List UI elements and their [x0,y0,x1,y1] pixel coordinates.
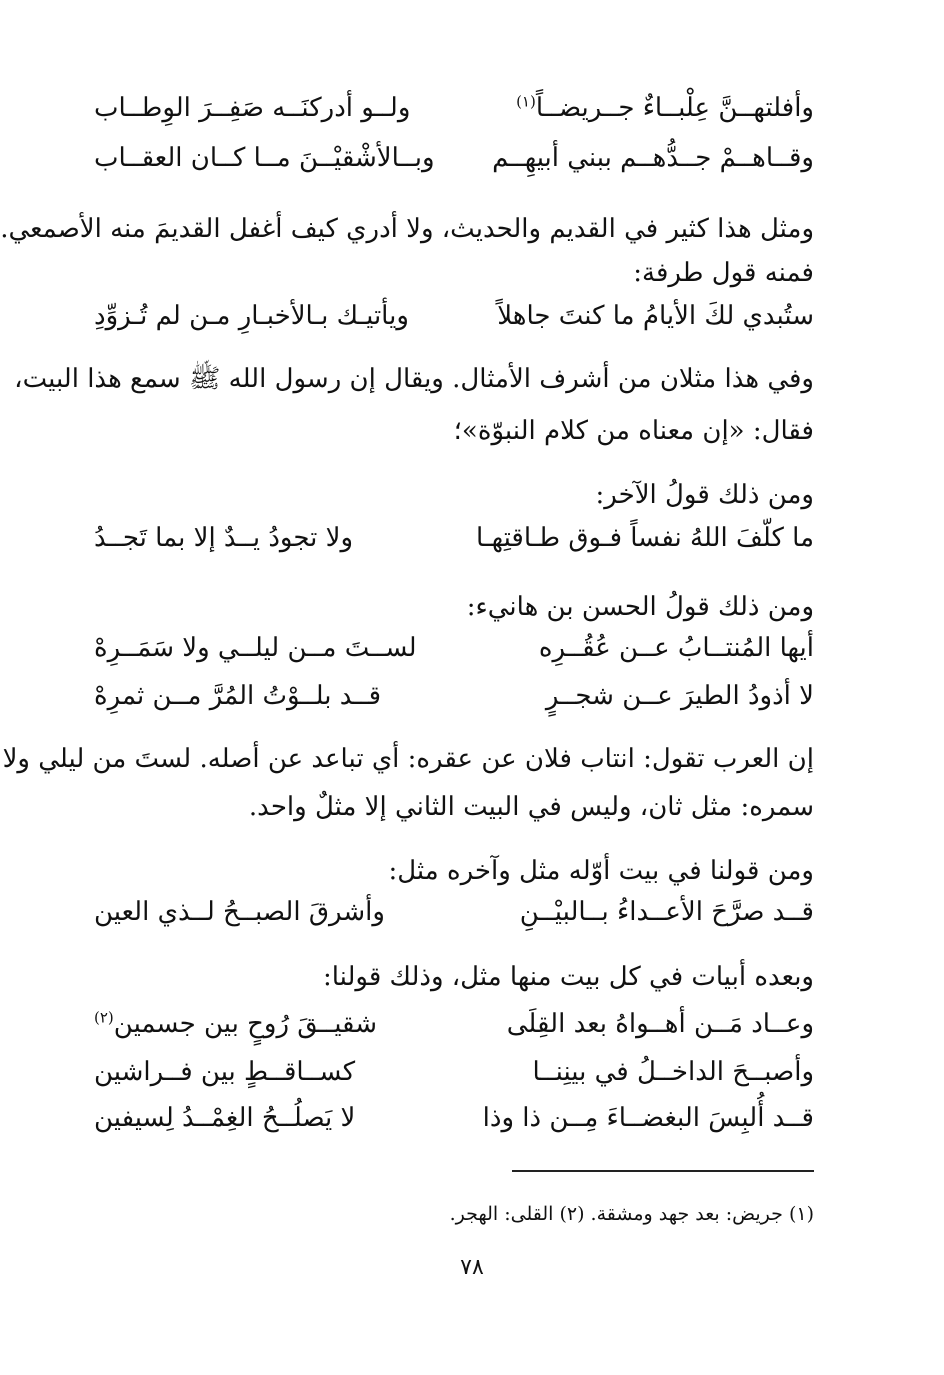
paragraph: إن العرب تقول: انتاب فلان عن عقره: أي تباعد عن أصله. لستَ من ليلي ولا [2,744,814,774]
verse-line [94,518,814,558]
verse-first-hemistich: قــد صرَّحَ الأعــداءُ بــالبيْــنِ [519,897,814,927]
verse-second-hemistich: لا يَصلُــحُ الغِمْــدُ لِسيفين [94,1103,356,1133]
paragraph: ومن ذلك قولُ الآخر: [595,480,814,510]
paragraph: ومثل هذا كثير في القديم والحديث، ولا أدري كيف أغفل القديمَ منه الأصمعي. [0,214,814,244]
verse-line [94,628,814,668]
verse-line [94,296,814,336]
verse-second-hemistich: ولا تجودُ يــدٌ إلا بما تَجــدُ [94,523,353,553]
verse-first-hemistich: أيها المُنتــابُ عــن عُقُــرِه [538,633,814,663]
paragraph: فقال: «إن معناه من كلام النبوّة»؛ [453,416,814,446]
verse-first-hemistich [516,88,814,128]
verse-second-hemistich: لســتَ مــن ليلــي ولا سَمَــرِهْ [94,633,417,663]
verse-first-hemistich: وعــاد مَــن أهــواهُ بعد القِلَى [506,1009,814,1039]
paragraph: سمره: مثل ثان، وليس في البيت الثاني إلا مثلٌ واحد. [248,792,814,822]
paragraph: وفي هذا مثلان من أشرف الأمثال. ويقال إن رسول الله ﷺ سمع هذا البيت، [14,364,814,394]
verse-line [94,1052,814,1092]
footnote-marker: (١) [516,92,536,111]
verse-line [94,1098,814,1138]
verse-second-hemistich: ويأتيـك بـالأخبـارِ مـن لم تُـزوِّدِ [94,301,409,331]
verse-first-hemistich: ما كلّفَ اللهُ نفساً فـوق طـاقتِهـا [476,523,814,553]
paragraph: وبعده أبيات في كل بيت منها مثل، وذلك قولنا: [322,962,814,992]
verse-first-hemistich: وقــاهــمْ جــدُّهــم ببني أبيهِــم [492,143,814,173]
page-number: ٧٨ [460,1255,484,1280]
footnote-divider [512,1170,814,1172]
verse-line [94,892,814,932]
verse-text: وأفلتهــنَّ عِلْبــاءٌ جــريضــاً [535,93,814,123]
verse-text: شقيــقَ رُوحٍ بين جسمين [113,1009,377,1039]
paragraph: ومن ذلك قولُ الحسن بن هانيء: [466,592,814,622]
verse-first-hemistich: لا أذودُ الطيرَ عــن شجــرٍ [545,681,814,711]
paragraph: فمنه قول طرفة: [633,258,814,288]
footnote-marker: (٢) [94,1008,114,1027]
footnote: (١) جريض: بعد جهد ومشقة. (٢) القلى: الهجر. [449,1203,814,1225]
verse-second-hemistich: ولــو أدركنَــه صَفِــرَ الوِطــاب [94,93,411,123]
verse-second-hemistich: قــد بلــوْتُ المُرَّ مــن ثمرِهْ [94,681,382,711]
verse-line [94,1004,814,1044]
verse-second-hemistich: وبــالأشْقيْــنَ مــا كــان العقــاب [94,143,435,173]
paragraph: ومن قولنا في بيت أوّله مثل وآخره مثل: [388,856,814,886]
verse-second-hemistich: وأشرقَ الصبــحُ لــذي العين [94,897,385,927]
verse-line [94,676,814,716]
verse-second-hemistich: كســاقــطٍ بين فــراشين [94,1057,356,1087]
verse-first-hemistich: قــد أُلبِسَ البغضــاءَ مِــن ذا وذا [482,1103,814,1133]
verse-first-hemistich: ستُبدي لكَ الأيامُ ما كنتَ جاهلاً [497,301,814,331]
verse-line [94,138,814,178]
verse-line [94,88,814,128]
verse-first-hemistich: وأصبــحَ الداخــلُ في بينِنــا [532,1057,814,1087]
verse-second-hemistich [94,1004,377,1044]
